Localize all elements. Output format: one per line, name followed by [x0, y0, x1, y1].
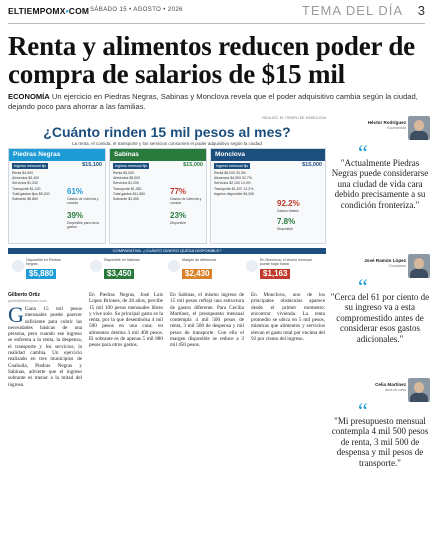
infographic-subtitle: La renta, el comida, el transporte y los servicios consumen el poder adquisitivo según la ciudad	[72, 141, 262, 146]
comparison-label: Disponible en Piedras Negras	[26, 258, 61, 266]
city-icon	[90, 260, 102, 272]
city-card-sabinas	[109, 148, 207, 244]
expense-list	[113, 171, 145, 202]
expense-row: Alimentos $3,400	[12, 176, 40, 181]
infographic-title: ¿Cuánto rinden 15 mil pesos al mes?	[43, 124, 291, 140]
author-role: Economista	[387, 126, 406, 130]
percent-label: Disponible	[277, 227, 293, 231]
quote-rail	[330, 116, 430, 560]
comparison-item	[12, 256, 84, 284]
expense-list	[12, 171, 50, 202]
paragraph: En Monclova, uno de los principales obstáculos aparece desde el primer momento: encontrar vivienda. La renta promedio se ubica en 5 mil pesos, mientras que alimentos y servicios elevan el gasto total por encima del 92 por ciento del ingreso.	[251, 292, 325, 343]
text-column	[251, 292, 325, 344]
comparison-item	[168, 256, 240, 284]
comparison-value: $1,163	[260, 269, 290, 279]
author-name: Celia Martínez	[375, 382, 406, 387]
expense-row: Servicios $1,200	[113, 181, 139, 186]
expense-row: Ingreso disponible $4,006	[214, 191, 255, 196]
expense-row: Renta $4,500	[12, 171, 34, 175]
comparison-value: $3,450	[104, 269, 134, 279]
percent-value: 77%	[170, 187, 187, 196]
expense-row: Servicios $1,200	[12, 181, 38, 186]
city-icon	[12, 260, 24, 272]
expense-list	[214, 171, 254, 197]
expense-row: Sobrante $5,880	[12, 197, 38, 202]
paragraph: En Sabinas, el mismo ingreso de 15 mil pesos refleja una estructura de gastos diferente. Para Cecilia Martínez, el presupuesto mensual contempla 4 mil 500 pesos de renta, 3 mil 500 de despensa y mil pesos de transporte. Con ello el margen disponible se reduce a 3 mil 450 pesos.	[170, 292, 244, 349]
quote-author	[330, 378, 430, 404]
deck	[8, 92, 428, 112]
drop-cap: G	[8, 302, 24, 327]
city-name: Sabinas	[110, 149, 206, 161]
quote-author	[330, 254, 430, 280]
income-value: $15,000	[183, 162, 203, 168]
expense-row: Total gastos $11,550	[113, 191, 146, 196]
city-name: Piedras Negras	[9, 149, 105, 161]
deck-text: Un ejercicio en Piedras Negras, Sabinas y Monclova revela que el poder adquisitivo cambia según la ciudad, dejando poco para ahorrar a las familias.	[8, 92, 418, 111]
article-body	[8, 292, 326, 560]
pull-quote: "Actualmente Piedras Negras puede considerarse una ciudad de vida cara debido precisamente a su condición fronteriza."	[331, 158, 429, 210]
comparison-value: $2,430	[182, 269, 212, 279]
author-name: José Ramón López	[364, 258, 406, 263]
author-photo	[408, 254, 430, 278]
city-card-monclova	[210, 148, 326, 244]
income-label: Ingreso mensual fijo	[216, 164, 249, 168]
pull-quote: "Cerca del 61 por ciento de su ingreso va a esta compromestido antes de considerar esos gastos adicionales."	[330, 292, 430, 344]
expense-row: Transporte $1,100	[12, 186, 41, 191]
masthead	[8, 0, 425, 24]
section-label: TEMA DEL DÍA	[301, 3, 403, 18]
expense-row: Transporte $1,350	[113, 186, 142, 191]
expense-row: Servicios $2,100 14.0%	[214, 181, 251, 186]
quote-mark-icon: “	[358, 274, 368, 299]
brand-logo[interactable]: ELTIEMPOMX•COM	[8, 6, 90, 16]
comparison-heading: COMPARATIVA: ¿CUÁNTO DINERO QUEDA DISPONIBLE?	[8, 248, 326, 254]
percent-label: Disponible para otros gastos	[67, 221, 100, 229]
expense-row: Alimentos $5,000	[113, 176, 141, 181]
percent-label: Disponible	[170, 221, 186, 225]
expense-row: Total gastos fijos $9,200	[12, 191, 50, 196]
percent-value: 7.8%	[277, 217, 296, 226]
quote-mark-icon: “	[358, 398, 368, 423]
percent-label: Gastos totales	[277, 209, 299, 213]
page-number: 3	[417, 3, 425, 18]
infographic-credit: REALIZÓ: EL TIEMPO DE MONCLOVA	[262, 116, 326, 120]
paragraph: G Gana 15 mil pesos mensuales puede parecer suficiente para cubrir las necesidades básicas de una persona, pero cuando ese ingreso se enfrenta a la renta, la despensa, el transporte y los servicios, la realidad cambia. Un ejercicio realizado en tres municipios de Coahuila, Piedras Negras y Sabinas, advierte que el ingreso sobrante es menor a la mitad del ingreso.	[8, 302, 82, 388]
percent-value: 92.2%	[277, 199, 300, 208]
percent-label: Gastos de vivienda y comida	[67, 197, 99, 205]
paragraph: En Piedras Negras, José Luis López Briones, de 28 años, percibe 15 mil 100 pesos mensuales libres y vive solo. Su principal gasto es la renta, por la que desembolsa 4 mil 500 pesos en una casa; en alimentos destina 3 mil 400 pesos. El sobrante es de apenas 5 mil 880 pesos para otros gastos.	[89, 292, 163, 349]
scale-icon	[168, 260, 180, 272]
comparison-label: Disponible en Sabinas	[104, 258, 140, 262]
comparison-value: $5,880	[26, 269, 56, 279]
text-column	[170, 292, 244, 351]
deck-label: ECONOMÍA	[8, 92, 50, 101]
income-value: $15,000	[302, 162, 322, 168]
comparison-item	[246, 256, 326, 284]
author-name: Héctor Rodríguez	[367, 120, 406, 125]
expense-row: Renta $5,000 33.3%	[214, 171, 246, 175]
percent-label: Gastos de vivienda y comida	[170, 197, 202, 205]
expense-row: Transporte $1,837 12.2%	[214, 186, 254, 191]
text-column	[8, 302, 82, 390]
percent-value: 61%	[67, 187, 84, 196]
percent-value: 39%	[67, 211, 84, 220]
expense-row: Alimentos $4,900 32.7%	[214, 176, 252, 181]
issue-date: SÁBADO 15 • AGOSTO • 2026	[90, 7, 183, 13]
headline: Renta y alimentos reducen poder de compra de salarios de $15 mil	[8, 31, 415, 89]
text-column	[89, 292, 163, 351]
comparison-label: En Monclova, el ahorro mensual puede bajar hasta	[260, 258, 312, 266]
author-photo	[408, 378, 430, 402]
piggy-bank-icon	[246, 260, 258, 272]
author-photo	[408, 116, 430, 140]
percent-value: 23%	[170, 211, 187, 220]
quote-mark-icon: “	[358, 140, 368, 165]
infographic	[8, 116, 326, 286]
author-role: Ciudadano	[388, 264, 406, 268]
city-name: Monclova	[211, 149, 325, 161]
income-label: Ingreso mensual fijo	[115, 164, 148, 168]
byline-email: gortiz@eltiempomx.com	[8, 299, 47, 303]
income-label: Ingreso mensual fijo	[14, 164, 47, 168]
byline: Gilberto Ortiz	[8, 292, 40, 298]
comparison-label: Margen de diferencia	[182, 258, 216, 262]
quote-author	[330, 116, 430, 142]
pull-quote: "Mi presupuesto mensual contempla 4 mil 500 pesos de renta, 3 mil 500 de despensa y mil pesos de transporte."	[331, 416, 429, 468]
expense-row: Sobrante $3,450	[113, 197, 139, 202]
city-card-piedras-negras	[8, 148, 106, 244]
author-role: Ama de casa	[385, 388, 406, 392]
income-value: $15,100	[82, 162, 102, 168]
comparison-item	[90, 256, 162, 284]
expense-row: Renta $4,000	[113, 171, 135, 175]
